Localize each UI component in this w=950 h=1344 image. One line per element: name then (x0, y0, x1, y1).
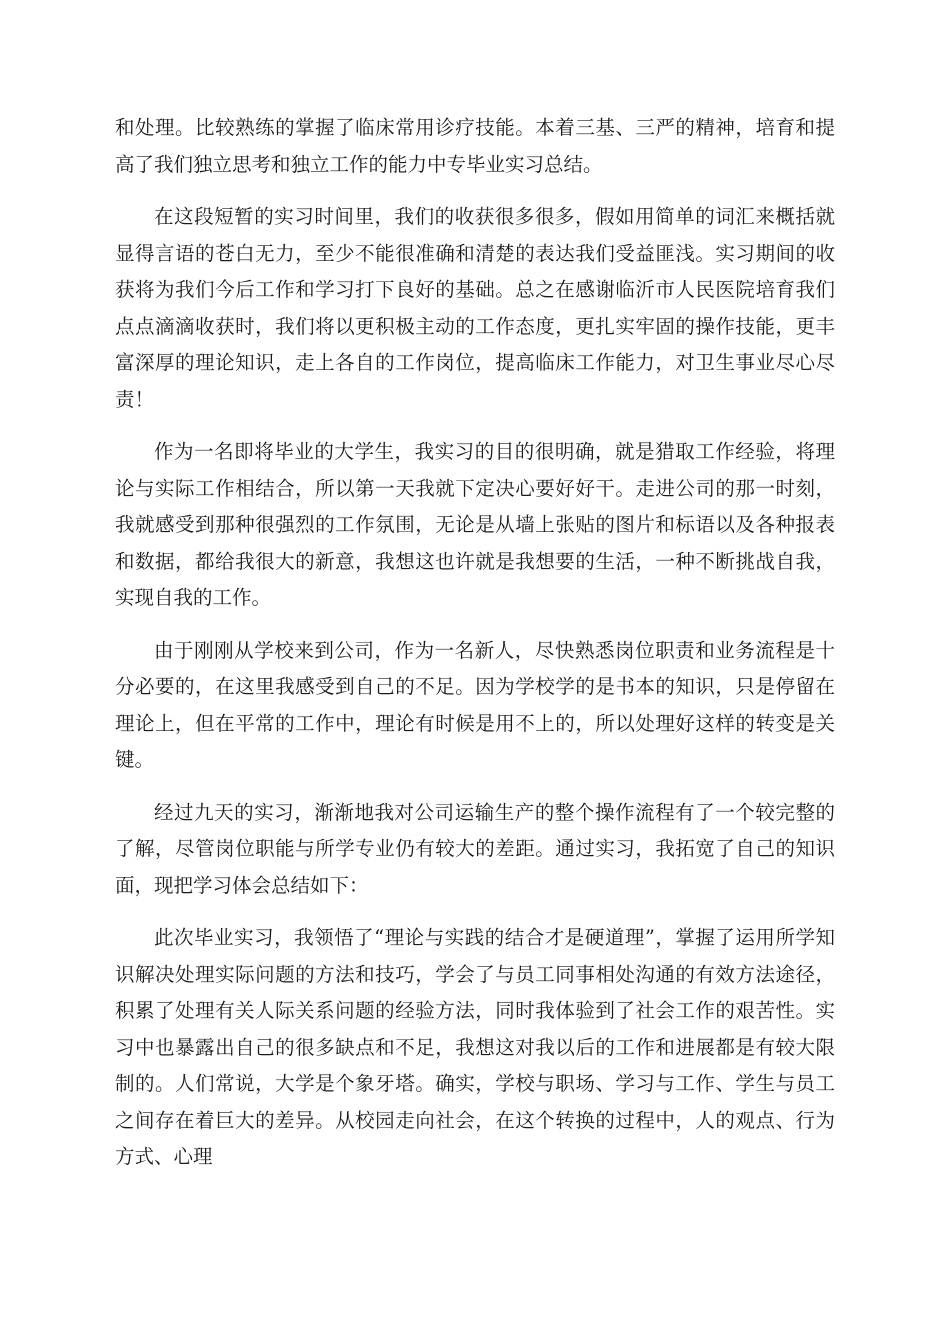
paragraph-1: 和处理。比较熟练的掌握了临床常用诊疗技能。本着三基、三严的精神，培育和提高了我们独立思考和独立工作的能力中专毕业实习总结。 (115, 116, 835, 176)
paragraph-2: 在这段短暂的实习时间里，我们的收获很多很多，假如用简单的词汇来概括就显得言语的苍白无力，至少不能很准确和清楚的表达我们受益匪浅。实习期间的收获将为我们今后工作和学习打下良好的基础。总之在感谢临沂市人民医院培育我们点点滴滴收获时，我们将以更积极主动的工作态度，更扎实牢固的操作技能，更丰富深厚的理论知识，走上各自的工作岗位，提高临床工作能力，对卫生事业尽心尽责！ (115, 205, 835, 411)
paragraph-4: 由于刚刚从学校来到公司，作为一名新人，尽快熟悉岗位职责和业务流程是十分必要的，在这里我感受到自己的不足。因为学校学的是书本的知识，只是停留在理论上，但在平常的工作中，理论有时候是用不上的，所以处理好这样的转变是关键。 (115, 638, 835, 771)
paragraph-3: 作为一名即将毕业的大学生，我实习的目的很明确，就是猎取工作经验，将理论与实际工作相结合，所以第一天我就下定决心要好好干。走进公司的那一时刻，我就感受到那种很强烈的工作氛围，无论是从墙上张贴的图片和标语以及各种报表和数据，都给我很大的新意，我想这也许就是我想要的生活，一种不断挑战自我，实现自我的工作。 (115, 440, 835, 609)
paragraph-5: 经过九天的实习，渐渐地我对公司运输生产的整个操作流程有了一个较完整的了解，尽管岗位职能与所学专业仍有较大的差距。通过实习，我拓宽了自己的知识面，现把学习体会总结如下： (115, 800, 835, 897)
document-body (115, 110, 835, 1192)
paragraph-6: 此次毕业实习，我领悟了“理论与实践的结合才是硬道理”，掌握了运用所学知识解决处理实际问题的方法和技巧，学会了与员工同事相处沟通的有效方法途径，积累了处理有关人际关系问题的经验方法，同时我体验到了社会工作的艰苦性。实习中也暴露出自己的很多缺点和不足，我想这对我以后的工作和进展都是有较大限制的。人们常说，大学是个象牙塔。确实，学校与职场、学习与工作、学生与员工之间存在着巨大的差异。从校园走向社会，在这个转换的过程中，人的观点、行为方式、心理 (115, 926, 835, 1168)
